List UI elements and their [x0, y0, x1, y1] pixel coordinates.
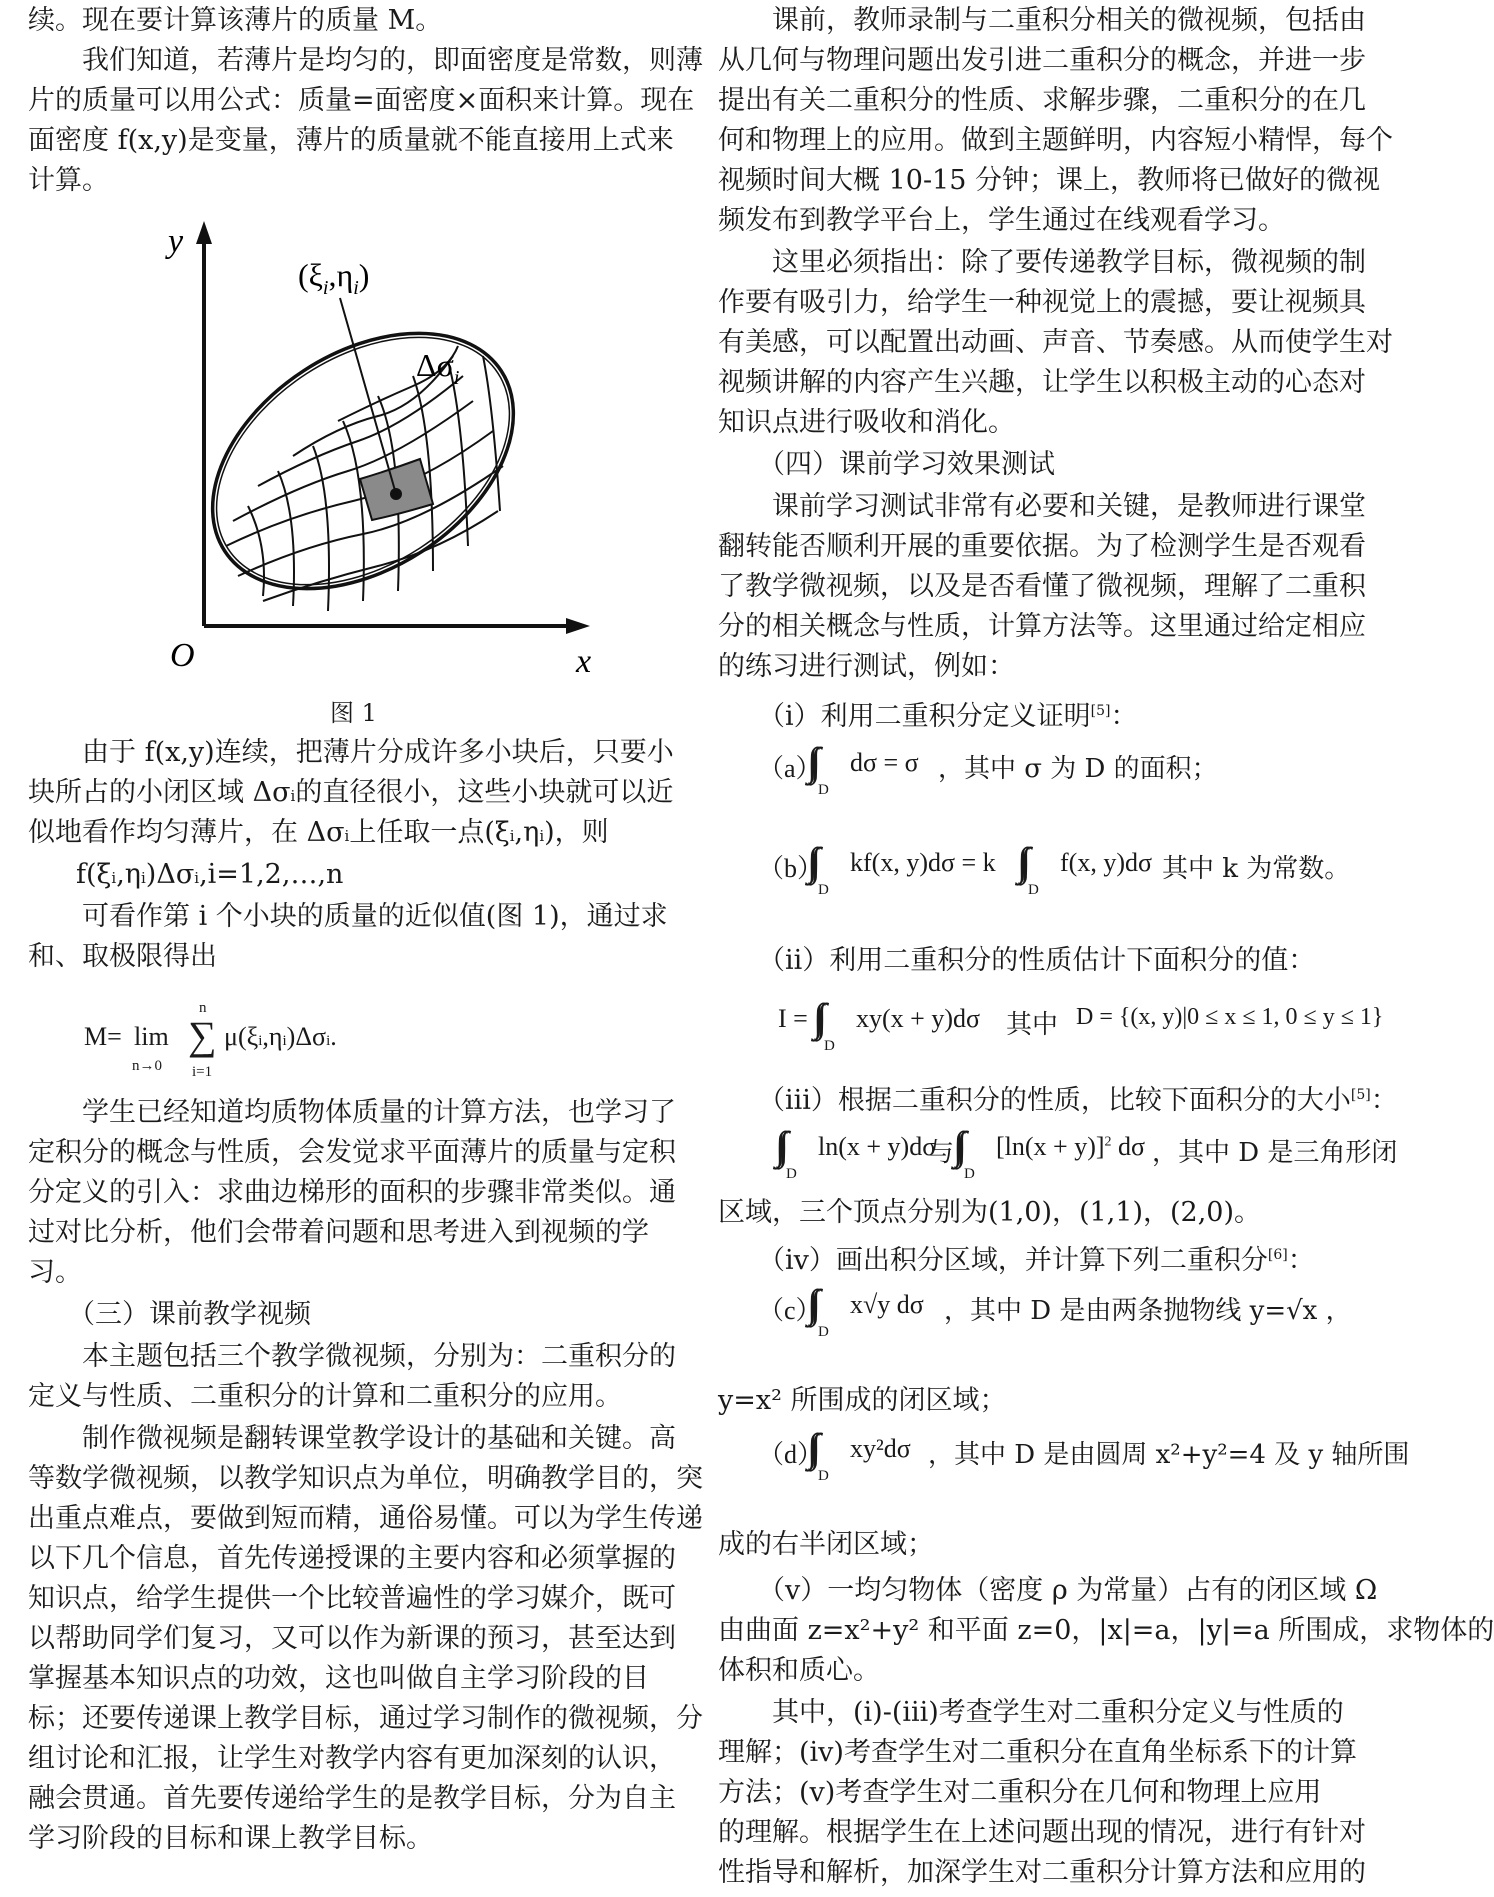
paragraph-line: 视频时间大概 10-15 分钟；课上，教师将已做好的微视 [718, 165, 1380, 196]
paragraph-line: 这里必须指出：除了要传递教学目标，微视频的制 [772, 247, 1366, 278]
paragraph-line: 我们知道，若薄片是均匀的，即面密度是常数，则薄 [82, 45, 703, 76]
question-i-title: （i）利用二重积分定义证明[5]： [758, 701, 1138, 732]
paragraph-line: 性指导和解析，加深学生对二重积分计算方法和应用的 [718, 1857, 1366, 1888]
question-ii-title: （ii）利用二重积分的性质估计下面积分的值： [758, 945, 1316, 976]
section-heading: （三）课前教学视频 [68, 1299, 311, 1330]
paragraph-line: 分的相关概念与性质，计算方法等。这里通过给定相应 [718, 611, 1366, 642]
paragraph-line: 本主题包括三个教学微视频，分别为：二重积分的 [82, 1341, 676, 1372]
y-axis-arrow [196, 221, 212, 244]
paragraph-line: 知识点进行吸收和消化。 [718, 407, 1015, 438]
paragraph-line: 过对比分析，他们会带着问题和思考进入到视频的学 [28, 1217, 649, 1248]
paragraph-line: 融会贯通。首先要传递给学生的是教学目标，分为自主 [28, 1783, 676, 1814]
paragraph-line: 课前，教师录制与二重积分相关的微视频，包括由 [772, 5, 1366, 36]
paragraph-line: 等数学微视频，以教学知识点为单位，明确教学目的，突 [28, 1463, 703, 1494]
paragraph-line: 由于 f(x,y)连续，把薄片分成许多小块后，只要小 [82, 737, 674, 768]
paragraph-line: 成的右半闭区域； [718, 1529, 934, 1560]
paragraph-line: 由曲面 z=x²+y² 和平面 z=0，|x|=a，|y|=a 所围成，求物体的 [718, 1615, 1494, 1646]
paragraph-line: 何和物理上的应用。做到主题鲜明，内容短小精悍，每个 [718, 125, 1393, 156]
paragraph-line: 组讨论和汇报，让学生对教学内容有更加深刻的认识， [28, 1743, 676, 1774]
paragraph-line: 区域，三个顶点分别为(1,0)，(1,1)，(2,0)。 [718, 1197, 1262, 1228]
figure-1-drawing [128, 216, 608, 686]
paragraph-line: 其中，(i)-(iii)考查学生对二重积分定义与性质的 [772, 1697, 1344, 1728]
paragraph-line: 学习阶段的目标和课上教学目标。 [28, 1823, 433, 1854]
point-label: $(\xi_i,\eta_i)$ [298, 257, 370, 299]
question-ii-formula: I = D xy(x + y)dσ 其中 D = {(x, y)|0 ≤ x ≤ 1, 0 ≤ y ≤ 1} [778, 1004, 1384, 1054]
paragraph-line: 似地看作均匀薄片，在 Δσi上任取一点(ξi,ηi)，则 [28, 817, 609, 848]
paragraph-line: 的理解。根据学生在上述问题出现的情况，进行有针对 [718, 1817, 1366, 1848]
paragraph-line: 以下几个信息，首先传递授课的主要内容和必须掌握的 [28, 1543, 676, 1574]
paragraph-line: 课前学习测试非常有必要和关键，是教师进行课堂 [772, 491, 1366, 522]
paragraph-line: 知识点，给学生提供一个比较普遍性的学习媒介，既可 [28, 1583, 676, 1614]
paragraph-line: 定积分的概念与性质，会发觉求平面薄片的质量与定积 [28, 1137, 676, 1168]
paragraph-line: 计算。 [28, 165, 109, 196]
paragraph-line: 提出有关二重积分的性质、求解步骤，二重积分的在几 [718, 85, 1366, 116]
paragraph-line: 翻转能否顺利开展的重要依据。为了检测学生是否观看 [718, 531, 1366, 562]
question-a: （a） D dσ = σ ，其中 σ 为 D 的面积； [758, 748, 1218, 798]
paragraph-line: 方法；(v)考查学生对二重积分在几何和物理上应用 [718, 1777, 1322, 1808]
paragraph-line: 习。 [28, 1257, 82, 1288]
paragraph-line: 以帮助同学们复习，又可以作为新课的预习，甚至达到 [28, 1623, 676, 1654]
paragraph-line: 体积和质心。 [718, 1655, 880, 1686]
delta-sigma-label: $\Delta\sigma_i$ [416, 347, 460, 389]
question-v-line: （v）一均匀物体（密度 ρ 为常量）占有的闭区域 Ω [758, 1575, 1378, 1606]
paragraph-line: 出重点难点，要做到短而精，通俗易懂。可以为学生传递 [28, 1503, 703, 1534]
paragraph-line: 掌握基本知识点的功效，这也叫做自主学习阶段的目 [28, 1663, 649, 1694]
paragraph-line: 有美感，可以配置出动画、声音、节奏感。从而使学生对 [718, 327, 1393, 358]
formula-line: f(ξi,ηi)Δσi,i=1,2,…,n [76, 859, 344, 890]
formula-mass: M= lim n→0 n ∑ i=1 μ(ξi,ηi)Δσi. [84, 1000, 337, 1080]
paragraph-line: 从几何与物理问题出发引进二重积分的概念，并进一步 [718, 45, 1366, 76]
question-d: （d） D xy²dσ ，其中 D 是由圆周 x²+y²=4 及 y 轴所围 [758, 1434, 1410, 1484]
figure-caption: 图 1 [330, 699, 377, 727]
paragraph-line: 片的质量可以用公式：质量=面密度×面积来计算。现在 [28, 85, 695, 116]
paragraph-line: 作要有吸引力，给学生一种视觉上的震撼，要让视频具 [718, 287, 1366, 318]
paragraph-line: 视频讲解的内容产生兴趣，让学生以积极主动的心态对 [718, 367, 1366, 398]
paragraph-line: 面密度 f(x,y)是变量，薄片的质量就不能直接用上式来 [28, 125, 674, 156]
y-axis-label: y [168, 223, 184, 260]
question-iii-formula: D ln(x + y)dσ 与 D $[\ln(x + y)]^2$ dσ ，其中 D 是三角形闭 [786, 1132, 1398, 1182]
paragraph-line: 的练习进行测试，例如： [718, 651, 1015, 682]
question-iii-title: （iii）根据二重积分的性质，比较下面积分的大小[5]： [758, 1085, 1398, 1116]
paragraph-line: 和、取极限得出 [28, 941, 217, 972]
paragraph-line: 续。现在要计算该薄片的质量 M。 [28, 5, 443, 36]
x-axis-arrow [566, 618, 590, 634]
paragraph-line: 制作微视频是翻转课堂教学设计的基础和关键。高 [82, 1423, 676, 1454]
paragraph-line: 学生已经知道均质物体质量的计算方法，也学习了 [82, 1097, 676, 1128]
paragraph-line: 可看作第 i 个小块的质量的近似值(图 1)，通过求 [82, 901, 668, 932]
paragraph-line: 定义与性质、二重积分的计算和二重积分的应用。 [28, 1381, 622, 1412]
origin-label: O [170, 637, 195, 674]
paragraph-line: 标；还要传递课上教学目标，通过学习制作的微视频，分 [28, 1703, 703, 1734]
paragraph-line: 理解；(iv)考查学生对二重积分在直角坐标系下的计算 [718, 1737, 1357, 1768]
x-axis-label: x [576, 643, 592, 680]
question-b: （b） D kf(x, y)dσ = k D f(x, y)dσ 其中 k 为常数。 [758, 848, 1351, 898]
paragraph-line: 块所占的小闭区域 Δσi的直径很小，这些小块就可以近 [28, 777, 674, 808]
question-iv-title: （iv）画出积分区域，并计算下列二重积分[6]： [758, 1245, 1315, 1276]
paragraph-line: 分定义的引入：求曲边梯形的面积的步骤非常类似。通 [28, 1177, 676, 1208]
question-c: （c） D x√y dσ ，其中 D 是由两条抛物线 y=√x ， [758, 1290, 1352, 1340]
paragraph-line: 了教学微视频，以及是否看懂了微视频，理解了二重积 [718, 571, 1366, 602]
figure-1 [128, 216, 608, 686]
section-heading: （四）课前学习效果测试 [758, 449, 1055, 480]
paragraph-line: 频发布到教学平台上，学生通过在线观看学习。 [718, 205, 1285, 236]
paragraph-line: y=x² 所围成的闭区域； [718, 1385, 1007, 1416]
